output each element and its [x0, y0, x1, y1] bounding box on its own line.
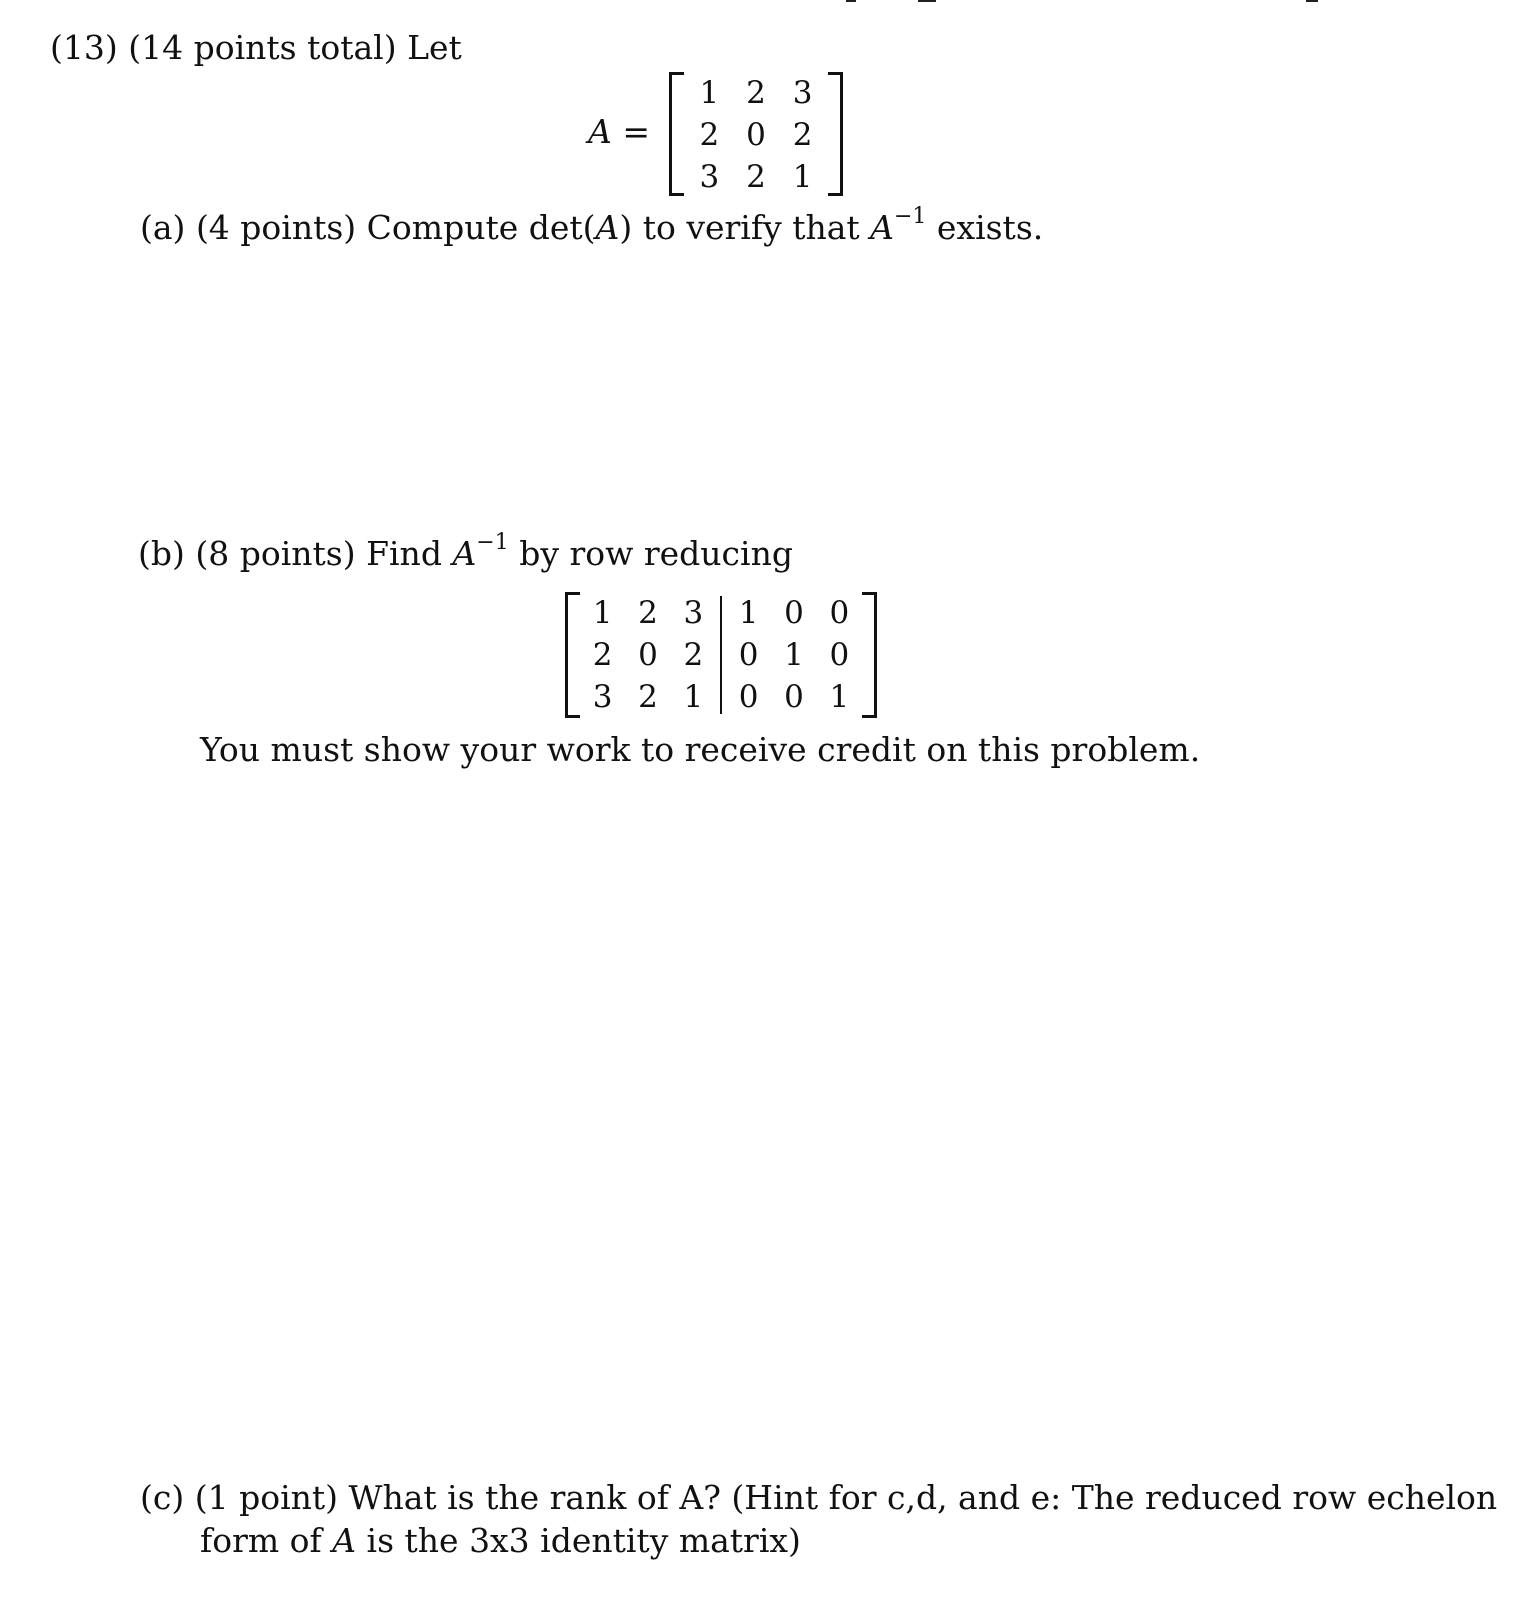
matrix-cell: 2 — [638, 679, 658, 715]
part-a-superscript: −1 — [894, 204, 927, 229]
matrix-row — [726, 592, 862, 634]
matrix-cell: 1 — [699, 75, 720, 111]
part-a-text-before: Compute det( — [366, 208, 596, 247]
matrix-cell: 0 — [829, 595, 850, 631]
part-b-var: A — [452, 534, 477, 573]
augmented-matrix — [565, 592, 877, 718]
matrix-cell: 2 — [746, 159, 766, 195]
problem-number: (13) — [50, 28, 118, 67]
augmented-divider — [720, 596, 722, 714]
augmented-left-grid — [580, 592, 716, 718]
matrix-row — [686, 156, 826, 198]
part-c-label: (c) — [140, 1478, 185, 1517]
matrix-cell: 2 — [699, 117, 720, 153]
part-b-superscript: −1 — [476, 530, 509, 555]
matrix-row — [686, 114, 826, 156]
part-c-var: A — [332, 1521, 357, 1560]
matrix-row — [726, 676, 862, 718]
matrix-row — [580, 592, 716, 634]
matrix-cell: 2 — [746, 75, 766, 111]
matrix-cell: 1 — [592, 595, 613, 631]
matrix-cell: 2 — [792, 117, 813, 153]
matrix-row — [726, 634, 862, 676]
matrix-cell: 3 — [592, 679, 613, 715]
matrix-row — [580, 676, 716, 718]
part-a-points: (4 points) — [195, 208, 357, 247]
part-a-text-mid: ) to verify that — [619, 208, 871, 247]
matrix-cell: 0 — [738, 637, 759, 673]
part-c-line2-before: form of — [200, 1521, 333, 1560]
part-c-line2-after: is the 3x3 identity matrix) — [356, 1521, 801, 1560]
part-c-text: What is the rank of A? (Hint for c,d, and e: The reduced row echelon — [348, 1478, 1498, 1517]
equals-sign: = — [622, 112, 650, 151]
matrix-cell: 2 — [638, 595, 658, 631]
part-c-question-line2 — [200, 1521, 801, 1561]
matrix-cell: 0 — [829, 637, 850, 673]
matrix-cell: 1 — [738, 595, 759, 631]
part-c-points: (1 point) — [194, 1478, 339, 1517]
matrix-cell: 0 — [746, 117, 766, 153]
part-c-question-line1 — [140, 1478, 1497, 1518]
problem-heading — [50, 28, 462, 68]
part-a-label: (a) — [140, 208, 186, 247]
clipped-previous-page-text — [0, 0, 1520, 8]
matrix-variable: A — [588, 112, 612, 151]
part-b-question — [138, 530, 793, 574]
part-b-note: You must show your work to receive credit on this problem. — [200, 730, 1201, 769]
part-a-var: A — [595, 208, 620, 247]
matrix-row — [580, 634, 716, 676]
matrix-cell: 1 — [683, 679, 704, 715]
part-b-text-after: by row reducing — [508, 534, 793, 573]
matrix-row — [686, 72, 826, 114]
matrix-cell: 1 — [829, 679, 850, 715]
matrix-cell: 2 — [592, 637, 613, 673]
augmented-right-grid — [726, 592, 862, 718]
part-a-question — [140, 204, 1044, 248]
matrix-cell: 1 — [784, 637, 804, 673]
matrix-a — [669, 72, 843, 196]
problem-intro: Let — [407, 28, 462, 67]
matrix-cell: 2 — [683, 637, 704, 673]
matrix-cell: 0 — [784, 595, 804, 631]
matrix-cell: 0 — [738, 679, 759, 715]
matrix-cell: 3 — [683, 595, 704, 631]
matrix-cell: 3 — [699, 159, 720, 195]
problem-points: (14 points total) — [128, 28, 397, 67]
matrix-cell: 0 — [784, 679, 804, 715]
matrix-a-grid — [686, 72, 826, 198]
part-b-label: (b) — [138, 534, 185, 573]
part-a-text-after: exists. — [926, 208, 1044, 247]
matrix-cell: 1 — [792, 159, 813, 195]
matrix-a-label — [588, 112, 650, 152]
matrix-cell: 3 — [792, 75, 813, 111]
part-b-text-before: Find — [366, 534, 453, 573]
part-b-points: (8 points) — [195, 534, 356, 573]
matrix-cell: 0 — [638, 637, 658, 673]
part-a-var2: A — [870, 208, 894, 247]
